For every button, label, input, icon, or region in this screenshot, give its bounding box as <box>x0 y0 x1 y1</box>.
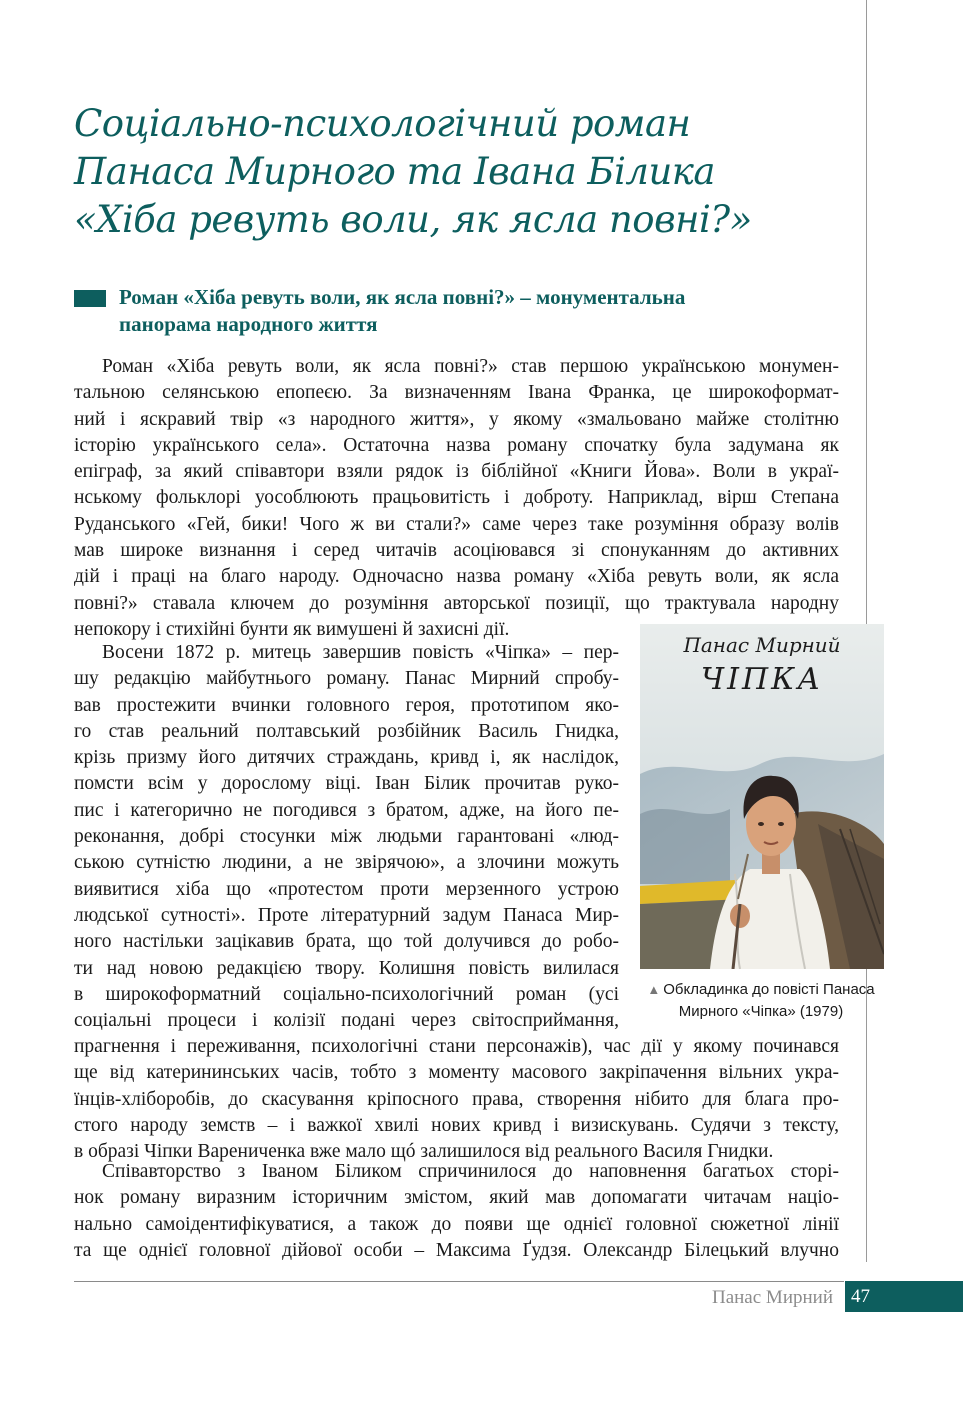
text-line: нок роману виразним історичним змістом, який мав допомагати читачам націо- <box>74 1187 839 1209</box>
text-line: людської сутності». Проте літературний задум Панаса Мир- <box>74 904 619 926</box>
paragraph-1 <box>74 354 839 643</box>
text-line: дій і праці на благо народу. Одночасно назва роману «Хіба ревуть воли, як ясла <box>74 566 839 588</box>
text-line: історію українського села». Остаточна назва роману спочатку була задумана як <box>74 434 839 456</box>
text-line: виявитися хіба що «протестом проти мерзенного устрою <box>74 878 619 900</box>
text-line: ще від катерининських часів, тобто з моменту масового закріпачення вільних укра- <box>74 1062 839 1084</box>
figure-caption <box>630 979 892 1023</box>
text-line: Співавторство з Іваном Біликом спричинилося до наповнення багатьох сторі- <box>102 1161 839 1182</box>
caption-line <box>630 979 892 1001</box>
text-line: повні?» ставала ключем до розуміння авторської позиції, що трактувала народну <box>74 592 839 614</box>
text-line: їнців-хліборобів, до скасування кріпосного права, створення нібито для блага про- <box>74 1088 839 1110</box>
text-line: Руданського «Гей, бики! Чого ж ви стали?» саме через таке розуміння образу волів <box>74 513 839 535</box>
text-line: та ще однієї головної дійової особи – Максима Ґудзя. Олександр Білецький влучно <box>74 1239 839 1261</box>
text-line: ного настільки зацікавив брата, що той долучився до робо- <box>74 931 619 953</box>
text-line: тальною селянською епопеєю. За визначенням Івана Франка, це широкоформат- <box>74 382 839 404</box>
text-line: ний і яскравий твір «з народного життя», у якому «змальовано майже столітню <box>74 408 839 430</box>
text-line: го став реальний полтавський розбійник Василь Гнидка, <box>74 720 619 742</box>
running-title: Панас Мирний <box>711 1287 833 1308</box>
caption-line-text: Обкладинка до повісті Панаса <box>663 981 875 998</box>
text-line: нському фольклорі уособлюють працьовитість і доброту. Наприклад, вірш Степана <box>74 487 839 509</box>
chapter-title-line: Соціально-психологічний роман <box>74 102 691 145</box>
book-cover-image <box>640 624 884 969</box>
paragraph-2-continued <box>74 1034 839 1165</box>
text-line: ти над новою редакцією твору. Колишня повість вилилася <box>74 957 619 979</box>
page-number: 47 <box>845 1281 963 1312</box>
cover-title: ЧІПКА <box>700 662 824 697</box>
text-line: стого народу земств – і важкої хвилі нових кривд і визискувань. Судячи з тексту, <box>74 1114 839 1136</box>
footer-rule <box>74 1281 844 1282</box>
text-line: непокору і стихійні бунти як вимушені й захисні дії. <box>74 618 510 640</box>
text-line: в широкоформатний соціально-психологічний роман (усі <box>74 983 619 1005</box>
text-line: реконання, добрі стосунки між людьми гарантовані «люд- <box>74 826 619 848</box>
paragraph-3 <box>74 1159 839 1264</box>
text-line: епіграф, за який співавтори взяли рядок із біблійної «Книги Йова». Воли в украї- <box>74 461 839 483</box>
section-heading-line: панорама народного життя <box>119 312 378 336</box>
text-line: Роман «Хіба ревуть воли, як ясла повні?» став першою українською монумен- <box>102 356 839 377</box>
chapter-title-line: Панаса Мирного та Івана Білика <box>74 150 715 193</box>
text-line: помсти всім у дорослому віці. Іван Білик прочитав руко- <box>74 773 619 795</box>
caption-line: Мирного «Чіпка» (1979) <box>678 1003 844 1020</box>
text-line: ською сутністю людини, а не звірячою», а злочини можуть <box>74 852 619 874</box>
text-line: вав простежити вчинки головного героя, прототипом яко- <box>74 694 619 716</box>
text-line: шу редакцію майбутнього роману. Панас Мирний спробу- <box>74 668 619 690</box>
chapter-title-line: «Хіба ревуть воли, як ясла повні?» <box>74 198 752 241</box>
section-heading-line: Роман «Хіба ревуть воли, як ясла повні?» – монументальна <box>119 285 686 309</box>
paragraph-2-beside-figure <box>74 640 619 1034</box>
text-line: прагнення і переживання, психологічні стани персонажів), час дії у якому починався <box>74 1036 839 1057</box>
text-line: мав широке визнання і серед читачів асоціювався зі спонуканням до активних <box>74 540 839 562</box>
chapter-title <box>74 100 854 244</box>
text-line: в образі Чіпки Варениченка вже мало щó залишилося від реального Василя Гнидки. <box>74 1141 774 1163</box>
text-line: пис і категорично не погодився з братом, адже, на його пе- <box>74 799 619 821</box>
text-line: соціальні процеси і колізії подані через світосприймання, <box>74 1010 619 1032</box>
section-heading <box>119 284 839 338</box>
text-line: нально самоідентифікуватися, а також до появи ще однієї головної сюжетної лінії <box>74 1213 839 1235</box>
section-marker <box>74 290 106 307</box>
text-line: крізь призму його дитячих страждань, кривд і, як наслідок, <box>74 747 619 769</box>
cover-author: Панас Мирний <box>683 633 841 657</box>
text-line: Восени 1872 р. митець завершив повість «Чіпка» – пер- <box>102 642 619 663</box>
triangle-marker-icon: ▲ <box>647 982 661 997</box>
